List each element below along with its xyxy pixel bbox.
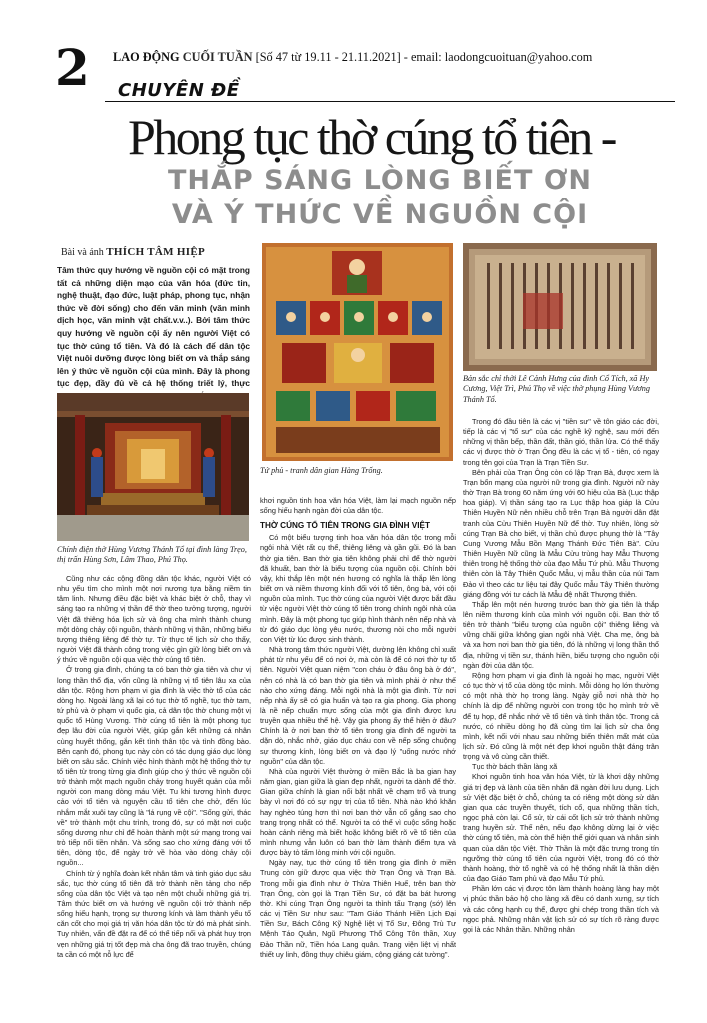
body-paragraph: Nhà trong tâm thức người Việt, dường lên không chỉ xuất phát từ nhu yếu để có nơi ở, mà còn là để có nơi thờ tự tổ tiên. Người Việt quan niệm "con cháu ở đâu ông bà ở đó", nên có nhà là có ban thờ gia tiên và mình phải ở như thế nào cho xứng đáng. Mỗi ngôi nhà là một gia đình. Từ nơi nếp nhà ấy sẽ có gia huấn và tạo ra gia phong. Gia phong là nề nếp chuẩn mực sống của một gia đình được lưu truyền qua nhiều thế hệ. Vậy gia phong ấy thể hiện ở đâu? Chính là ở nơi ban thờ tổ tiên trong gia đình để người ta dặn dò, nhắc nhở, giáo dục cháu con về nếp sống chuộng sự thương kính, lòng biết ơn và đạo lý "uống nước nhớ nguồn" của dân tộc. [260,645,456,766]
body-paragraph: Trong đó đầu tiên là các vị "tiền sư" về tôn giáo các đời, tiếp là các vị "tổ sư" của các nghề kỹ nghệ, sau mới đến những vị thần bếp, thần đất, thần gió, thần lửa. Có thể thấy các vị được thờ ở Trạn Ông đều là các vị tổ - tiên, có ngay trong tên gọi của Trạn là Trạn Tiền Sư. [463,417,659,467]
body-paragraph: khơi nguồn tinh hoa văn hóa Việt, làm lại mạch nguồn nếp sống hiếu hạnh ngàn đời của dân tộc. [260,496,456,516]
royal-decree-caption: Bản sắc chỉ thời Lê Cảnh Hưng của đình Cổ Tích, xã Hy Cương, Việt Trì, Phú Thọ về việc thờ phụng Hùng Vương Thánh Tổ. [463,374,650,404]
body-paragraph: Chính từ ý nghĩa đoàn kết nhân tâm và tinh giáo dục sâu sắc, tục thờ cúng tổ tiên đã trở thành nền tảng cho nếp sống của dân tộc Việt và tạo nên một chuỗi những giá trị. Tâm thức biết ơn và hướng về nguồn cội trở thành nếp sống hiếu hạnh, trọng sự thương kính và làm thành yếu tố căn cốt cho mọi giá trị văn hóa dân tộc từ đó mà phát sinh. Tuy nhiên, vấn đề đặt ra để có thể tiếp nối và phát huy trọn vẹn những giá trị tốt đẹp mà cha ông đã trao truyền, chúng ta cần có một nỗ lực để [57,868,251,959]
body-column-1 [57,574,251,1016]
body-paragraph: Phần lớn các vị được tôn làm thành hoàng làng hay một vị phúc thần bảo hộ cho làng xã đều có danh xưng, sự tích và các công hạnh cụ thể, được ghi chép trong thần tích và ngọc phả. Những nhân vật lịch sử có sự tích rõ ràng được gọi là các Nhân thần. Những nhân [463,884,659,934]
body-paragraph: Nhà của người Việt thường ở miền Bắc là ba gian hay năm gian, gian giữa là gian đẹp nhất, người ta dành để thờ. Gian giữa chính là gian nối bật nhất về chạm trổ và trung bày vì nơi đó có sự ngự trị của tổ tiên. Nhà nào khó khăn hay nghèo túng hơn thì nơi ban thờ vẫn cố gắng sao cho trang trọng nhất có thể. Người ta có thể vì cuộc sống hoặc hoàn cảnh riêng mà biết hoặc không biết rõ về tổ tiên của mình nhưng vẫn luôn có ban thờ làm thành điểm tựa và được bày tỏ tấm lòng minh với cội nguồn. [260,766,456,858]
article-title: Phong tục thờ cúng tổ tiên - [128,109,615,165]
byline [61,246,205,258]
article-subtitle [140,164,620,232]
body-paragraph: Khơi nguồn tinh hoa văn hóa Việt, từ là khơi dậy những giá trị đẹp và lành của tiền nhân đã ngàn đời lưu dụng. Lịch sử Việt đặc biệt ở chỗ, chúng ta có riêng một dòng sử dân gian qua các truyền thuyết, tích cổ, qua những thần tích, ngọc phả còn lại. Cổ sử, từ cái cốt lịch sử trở thành những trang huyền sử. Thế nên, nếu đạo không dừng lại ở việc thờ cúng tổ tiên, mà còn thể hiện thế giới quan và nhân sinh quan của dân tộc Việt. Thờ Thần là một đặc trưng trong tín ngưỡng thờ cúng tổ tiên của người Việt, trong đó có thờ thành hoàng, thờ tổ nghề và có hệ thống nhất là thần diện của đạo Giáo Tam phủ và đạo Mẫu Tứ phủ. [463,772,659,884]
section-subheading: THỜ CÚNG TỔ TIÊN TRONG GIA ĐÌNH VIỆT [260,521,430,531]
body-column-3 [463,417,659,1017]
body-paragraph: Bên phải của Trạn Ông còn có lập Trạn Bà, được xem là Trạn bổn mạng của người nữ trong gia đình. Người nữ này thờ Trạn Bà trong 60 năm ứng với 60 hiệu của Bà (Lục thập hoa giáp). Vị thần sáng tạo ra Lục thập hoa giáp là Cửu Thiên Huyền Nữ nên nhiều chỗ trên Trạn Bà người dân đặt tranh của Cửu Thiên Huyền Nữ để thờ. Tuy nhiên, lòng sở cúng Trạn Bà cho biết, vị thần chủ được phụng thờ là "Tây Cung Vương Mẫu Bồn Mạng Thánh Đức Tiên Bà". Cửu Thiên Huyền Nữ cũng là Mẫu Cửu trùng hay Mẫu Thượng thiên trong hệ thống thờ của đạo Mẫu Tứ phủ. Mẫu Thượng thiên còn là Tây Thiên Quốc Mẫu, vị mẫu thần của núi Tam Đảo vì theo các tư liệu tại đây Quốc mẫu Tây Thiên thường giáng đồng với tư cách là Mẫu đệ nhất Thượng thiên. [463,467,659,599]
body-paragraph: Có một biểu tượng tinh hoa văn hóa dân tộc trong mỗi ngôi nhà Việt rất cụ thể, thiêng liêng và gần gũi. Đó là ban thờ gia tiên. Ban thờ gia tiên không phải chỉ để thờ người đã khuất, ban thờ là biểu tượng của nguồn cội. Chính bởi vậy, khi thắp lên một nén hương có nghĩa là thắp lên lòng biết ơn và niềm thương kính đối với tổ tiên, ông bà, với cội nguồn của mình. Tục thờ cúng của người Việt được bắt đầu từ việc người Việt thờ cúng tổ tiên trong chính ngôi nhà của mình. Đây là một phong tục giúp hình thành nên nếp nhà và từ đó giáo dục lòng yêu nước, thương nòi cho mỗi người con Việt từ lúc được sinh thành. [260,533,456,644]
folk-painting-caption: Tứ phủ - tranh dân gian Hàng Trống. [260,466,383,475]
subtitle-line-2: VÀ Ý THỨC VỀ NGUỒN CỘI [171,199,589,230]
shrine-caption: Chính điện thờ Hùng Vương Thánh Tổ tại đình làng Trẹo, thị trấn Hùng Sơn, Lâm Thao, Phú Thọ. [57,545,247,565]
byline-prefix: Bài và ảnh [61,247,104,258]
page-number: 2 [55,38,90,97]
body-column-2 [260,496,456,1016]
contact-email: - email: laodongcuoituan@yahoo.com [403,50,593,64]
subtitle-line-1: THẮP SÁNG LÒNG BIẾT ƠN [167,165,593,196]
body-paragraph: Ngày nay, tục thờ cúng tổ tiên trong gia đình ở miền Trung còn giữ được qua việc thờ Trạn Ông và Trạn Bà. Trong mỗi gia đình như ở Thừa Thiên Huế, trên ban thờ Trạn Ông, còn gọi là Trạn Tiền Sư, có đặt ba bát hương thờ. Khi cúng Trạn Ông người ta thỉnh tấu Trạng (sớ) lên các vị Tiền Sư như sau: "Tam Giáo Thánh Hiền Lịch Đại Tiền Sư, Bách Công Kỹ Nghệ liệt vị Tổ Sư, Đông Trù Tư Mệnh Táo Quân, Ngũ Phương Thổ Công Tôn thần, Xuy Đảo Thần nữ, Tiền hóa Lang quân. Trang viện liệt vị nhất thiết uy linh, đồng thụy chiêu giám, cộng giáng cát tường". [260,858,456,959]
shrine-photo [57,393,249,541]
section-tag: CHUYÊN ĐỀ [118,80,240,101]
lead-paragraph: Tâm thức quy hướng về nguồn cội có mặt trong tất cả những diện mạo của văn hóa (đức tin, nghệ thuật, đạo đức, luật pháp, phong tục, nhận thức về đời sống) cho đến văn minh (văn minh dịch học, văn minh vật chất.v.v..). Bởi tâm thức quy hướng về nguồn cội ấy nên người Việt có tục thờ cúng tổ tiên. Và đó là cách để dân tộc Việt nuôi dưỡng được lòng biết ơn và thắp sáng lên ý thức về nguồn cội của mình. Đây là phong tục đẹp, đầy đủ về cả hệ thống triết lý, thực [57,265,250,389]
body-paragraph: Rộng hơn phạm vi gia đình là ngoài họ mạc, người Việt có tục thờ vị tổ của dòng tộc mình. Mỗi dòng họ lớn thường có một nhà thờ họ trong làng. Ngày giỗ nơi nhà thờ họ chính là dịp để những người con trong tộc họ mình trở về để tụ họp, để nhắc nhớ về tổ tiên và tình thân tộc. Trong cả nước, có nhiều dòng họ đã cùng tìm lại lịch sử cha ông mình, kết nối với nhau sau những biến thiên mất mát của lịch sử. Đó cũng là một nét đẹp khơi nguồn thật đáng trân trọng và vô cùng cần thiết. [463,670,659,762]
royal-decree-photo [463,243,657,371]
folk-painting-photo [262,243,453,461]
body-paragraph: Cũng như các cộng đồng dân tộc khác, người Việt có nhu yếu tìm cho mình một nơi nương tựa bằng niềm tin tâm linh. Nhưng điều đặc biệt và khác biệt ở chỗ, thay vì sáng tạo ra những vị thần để thờ theo tưởng tượng, người Việt đã thiêng hóa lịch sử và ông cha mình thành chung một dòng chảy cội nguồn, thành những vị thần, những biểu tượng thiêng liêng để thờ tự. Từ thực tế lịch sử cho thấy, người Việt đã thành công trong việc gìn giữ lòng biết ơn và ý thức về nguồn cội qua việc thờ cúng tổ tiên. [57,574,251,665]
body-paragraph: Thắp lên một nén hương trước ban thờ gia tiên là thắp lên niềm thương kính của mình với nguồn cội. Ban thờ tổ tiên trở thành "biểu tượng của nguồn cội" thiêng liêng và vững chãi giữa không gian ngôi nhà Việt. Cha mẹ, ông bà và xa hơn nơi ban thờ gia tiên, đó là những vị long thần thổ địa, những vị tiền sư, thánh hiền, biểu tượng cho nguồn cội ngàn đời của dân tộc. [463,599,659,670]
brand-name: LAO ĐỘNG [113,50,180,64]
body-paragraph: Ở trong gia đình, chúng ta có ban thờ gia tiên và chư vị long thần thổ địa, vốn cũng là những vị tổ tiên lâu xa của dân tộc. Rộng hơn phạm vi gia đình là việc thờ tổ của các dòng họ. Ngoài làng xã lại có tục thờ tổ nghề, tục thờ tam, tứ phủ và ở phạm vi quốc gia, cả dân tộc thờ chung một vị quốc tổ Hùng Vương. Thờ cúng tổ tiên là một phong tục đẹp lâu đời của người Việt, giúp gắn kết những cá nhân cùng huyết thống, gắn kết tình thân tộc và tình đồng bào. Bên cạnh đó, phong tục này còn có tác dụng giáo dục lòng biết ơn sâu sắc. Chính việc hình thành một hệ thống thờ tự tổ tiên từ trong từng gia đình giúp cho ý thức về nguồn cội trở thành một mạch nguồn chảy trong huyết quản của mỗi người con mang dòng máu Việt. Tu khi tương hình được cảo với tổ tiên và nguyện cầu tổ tiên che chở, đến lúc nhắm mắt xuôi tay cũng là "lá rụng về cội". "Sống gửi, thác về" trở thành một chu trình, trong đó, sự có mặt nơi cuộc sống dương như chỉ để hoàn thành một sứ mạng trong vai trò tiếp nối tiền nhân. Và sống sao cho xứng đáng với tổ tiên, dòng tộc, để ngày trở về hòa vào dòng chảy cội nguồn... [57,665,251,868]
author-name: THÍCH TÂM HIỆP [106,246,205,258]
body-paragraph: Tục thờ bách thần làng xã [472,762,558,772]
brand-edition: CUỐI TUẦN [182,50,253,64]
issue-info: [Số 47 từ 19.11 - 21.11.2021] [255,50,401,64]
masthead [113,50,673,65]
